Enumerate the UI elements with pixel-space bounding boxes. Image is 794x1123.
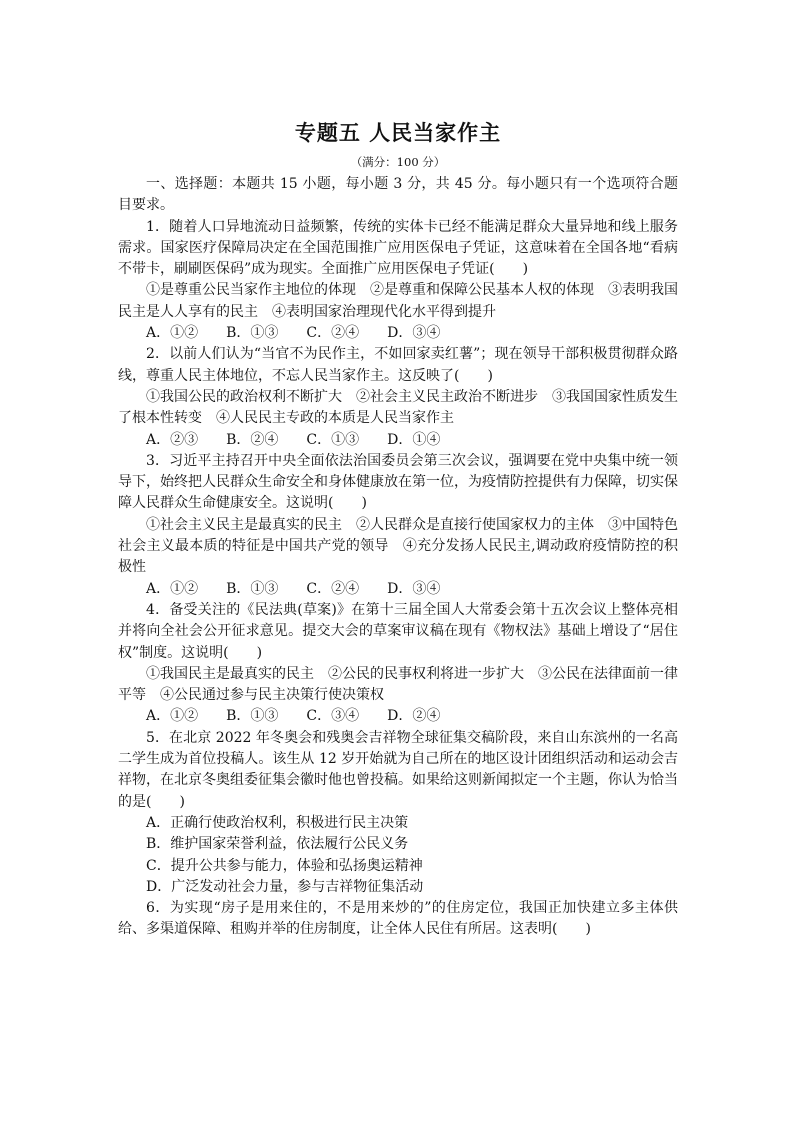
question-stem: 3．习近平主持召开中央全面依法治国委员会第三次会议，强调要在党中央集中统一领导下，始终把人民群众生命安全和身体健康放在第一位，为疫情防控提供有力保障，切实保障人民群众生命健康安全。这说明( ) — [118, 452, 678, 512]
question-5 — [118, 728, 678, 898]
question-options: A．①② B．①③ C．③④ D．②④ — [146, 708, 441, 725]
question-statements: ①是尊重公民当家作主地位的体现 ②是尊重和保障公民基本人权的体现 ③表明我国民主是人人享有的民主 ④表明国家治理现代化水平得到提升 — [118, 282, 678, 320]
question-options: A．②③ B．②④ C．①③ D．①④ — [146, 431, 441, 448]
choice-b: B．维护国家荣誉利益，依法履行公民义务 — [146, 836, 409, 853]
question-3 — [118, 451, 678, 600]
question-1 — [118, 217, 678, 345]
question-options: A．①② B．①③ C．②④ D．③④ — [146, 580, 441, 597]
score-note: （满分：100 分） — [350, 155, 446, 169]
question-statements: ①我国民主是最真实的民主 ②公民的民事权利将进一步扩大 ③公民在法律面前一律平等 ④公民通过参与民主决策行使决策权 — [118, 665, 678, 704]
question-stem: 4．备受关注的《民法典(草案)》在第十三届全国人大常委会第十五次会议上整体亮相并将向全社会公开征求意见。提交大会的草案审议稿在现有《物权法》基础上增设了“居住权”制度。这说明( ) — [118, 601, 678, 661]
choice-c: C．提升公共参与能力，体验和弘扬奥运精神 — [146, 857, 423, 874]
question-stem: 6．为实现“房子是用来住的，不是用来炒的”的住房定位，我国正加快建立多主体供给、多渠道保障、租购并举的住房制度，让全体人民住有所居。这表明( ) — [118, 900, 678, 938]
question-options: A．①② B．①③ C．②④ D．③④ — [146, 325, 441, 342]
question-4 — [118, 600, 678, 728]
choice-a: A．正确行使政治权利，积极进行民主决策 — [146, 814, 409, 831]
section-heading: 一、选择题：本题共 15 小题，每小题 3 分，共 45 分。每小题只有一个选项符合题目要求。 — [118, 176, 678, 214]
question-2 — [118, 344, 678, 450]
question-6 — [118, 898, 678, 941]
question-stem: 5．在北京 2022 年冬奥会和残奥会吉祥物全球征集交稿阶段，来自山东滨州的一名高二学生成为首位投稿人。该生从 12 岁开始就为自己所在的地区设计团组织活动和运动会吉祥物，在北京冬奥组委征集会徽时他也曾投稿。如果给这则新闻拟定一个主题，你认为恰当的是( ) — [118, 729, 678, 810]
document-body — [118, 118, 678, 941]
question-statements: ①社会主义民主是最真实的民主 ②人民群众是直接行使国家权力的主体 ③中国特色社会主义最本质的特征是中国共产党的领导 ④充分发扬人民民主,调动政府疫情防控的积极性 — [118, 516, 678, 576]
question-stem: 1．随着人口异地流动日益频繁，传统的实体卡已经不能满足群众大量异地和线上服务需求。国家医疗保障局决定在全国范围推广应用医保电子凭证，这意味着在全国各地“看病不带卡，刷刷医保码”成为现实。全面推广应用医保电子凭证( ) — [118, 218, 678, 278]
page-title: 专题五 人民当家作主 — [294, 121, 502, 145]
choice-d: D．广泛发动社会力量，参与吉祥物征集活动 — [146, 878, 424, 895]
question-stem: 2．以前人们认为“当官不为民作主，不如回家卖红薯”；现在领导干部积极贯彻群众路线，尊重人民主体地位，不忘人民当家作主。这反映了( ) — [118, 346, 678, 384]
question-statements: ①我国公民的政治权利不断扩大 ②社会主义民主政治不断进步 ③我国国家性质发生了根本性转变 ④人民民主专政的本质是人民当家作主 — [118, 388, 678, 427]
